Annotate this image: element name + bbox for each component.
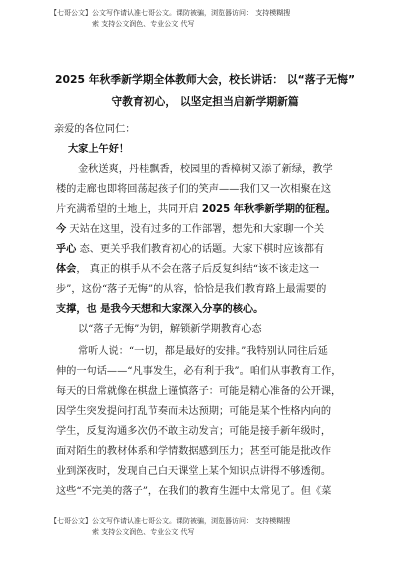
- document-title-line-1: 2025 年秋季新学期全体教师大会，校长讲话： 以“落子无悔”: [54, 73, 356, 86]
- para2-line-5: 学生，反复沟通多次仍不敢主动发言；可能是接手新年级时，: [56, 426, 332, 437]
- footer-line-2: 索 支持公文润色、专业公文 代写: [92, 528, 195, 536]
- greeting: 大家上午好！: [68, 144, 130, 155]
- para2-line-1: 常听人说：“一切，都是最好的安排。”我特别认同往后延: [78, 346, 328, 357]
- para1-line-4: 今 天站在这里，没有过多的工作部署，想先和大家聊一个关: [56, 224, 325, 235]
- para2-line-7: 业到深夜时，发现自己白天课堂上某个知识点讲得不够透彻。: [56, 466, 332, 477]
- para1-line-3: 片充满希望的土地上，共同开启 2025 年秋季新学期的征程。: [56, 204, 336, 215]
- header-line-1: 【七哥公文】公文写作请认准七哥公文。课防被骗，浏览器访问： 支持模糊搜: [50, 9, 291, 17]
- salutation: 亲爱的各位同仁：: [54, 124, 136, 135]
- para1-line-8: 支撑，也 是我今天想和大家深入分享的核心。: [56, 304, 264, 315]
- para2-line-4: 因学生突发提问打乱节奏而未达预期；可能是某个性格内向的: [56, 406, 332, 417]
- page-footer: [50, 516, 380, 538]
- para2-line-6: 面对陌生的教材体系和学情数据感到压力；甚至可能是批改作: [56, 446, 332, 457]
- para2-line-8: 这些“不完美的落子”，在我们的教育生涯中太常见了。但《菜: [56, 486, 332, 497]
- para1-line-2: 楼的走廊也即将回荡起孩子们的笑声——我们又一次相聚在这: [56, 184, 332, 195]
- document-title-line-2: 守教育初心， 以坚定担当启新学期新篇: [111, 95, 299, 108]
- para2-line-2: 伸的一句话——“凡事发生，必有利于我”。咱们从事教育工作，: [56, 366, 342, 377]
- header-line-2: 索 支持公文润色、专业公文 代写: [92, 20, 195, 28]
- section-heading: 以“落子无悔”为钥，解锁新学期教育心态: [78, 324, 262, 335]
- para1-line-5: 乎心 态、更关乎我们教育初心的话题。大家下棋时应该都有: [56, 244, 325, 255]
- para2-line-3: 每天的日常就像在棋盘上谨慎落子：可能是精心准备的公开课，: [56, 386, 342, 397]
- para1-line-1: 金秋送爽，丹桂飘香，校园里的香樟树又添了新绿，教学: [78, 164, 333, 175]
- page-header: [50, 8, 380, 30]
- footer-line-1: 【七哥公文】公文写作请认准七哥公文。课防被骗，浏览器访问： 支持模糊搜: [50, 517, 291, 525]
- para1-line-6: 体会， 真正的棋手从不会在落子后反复纠结“该不该走这一: [56, 264, 320, 275]
- para1-line-7: 步”，这份“落子无悔”的从容，恰恰是我们教育路上最需要的: [56, 284, 327, 295]
